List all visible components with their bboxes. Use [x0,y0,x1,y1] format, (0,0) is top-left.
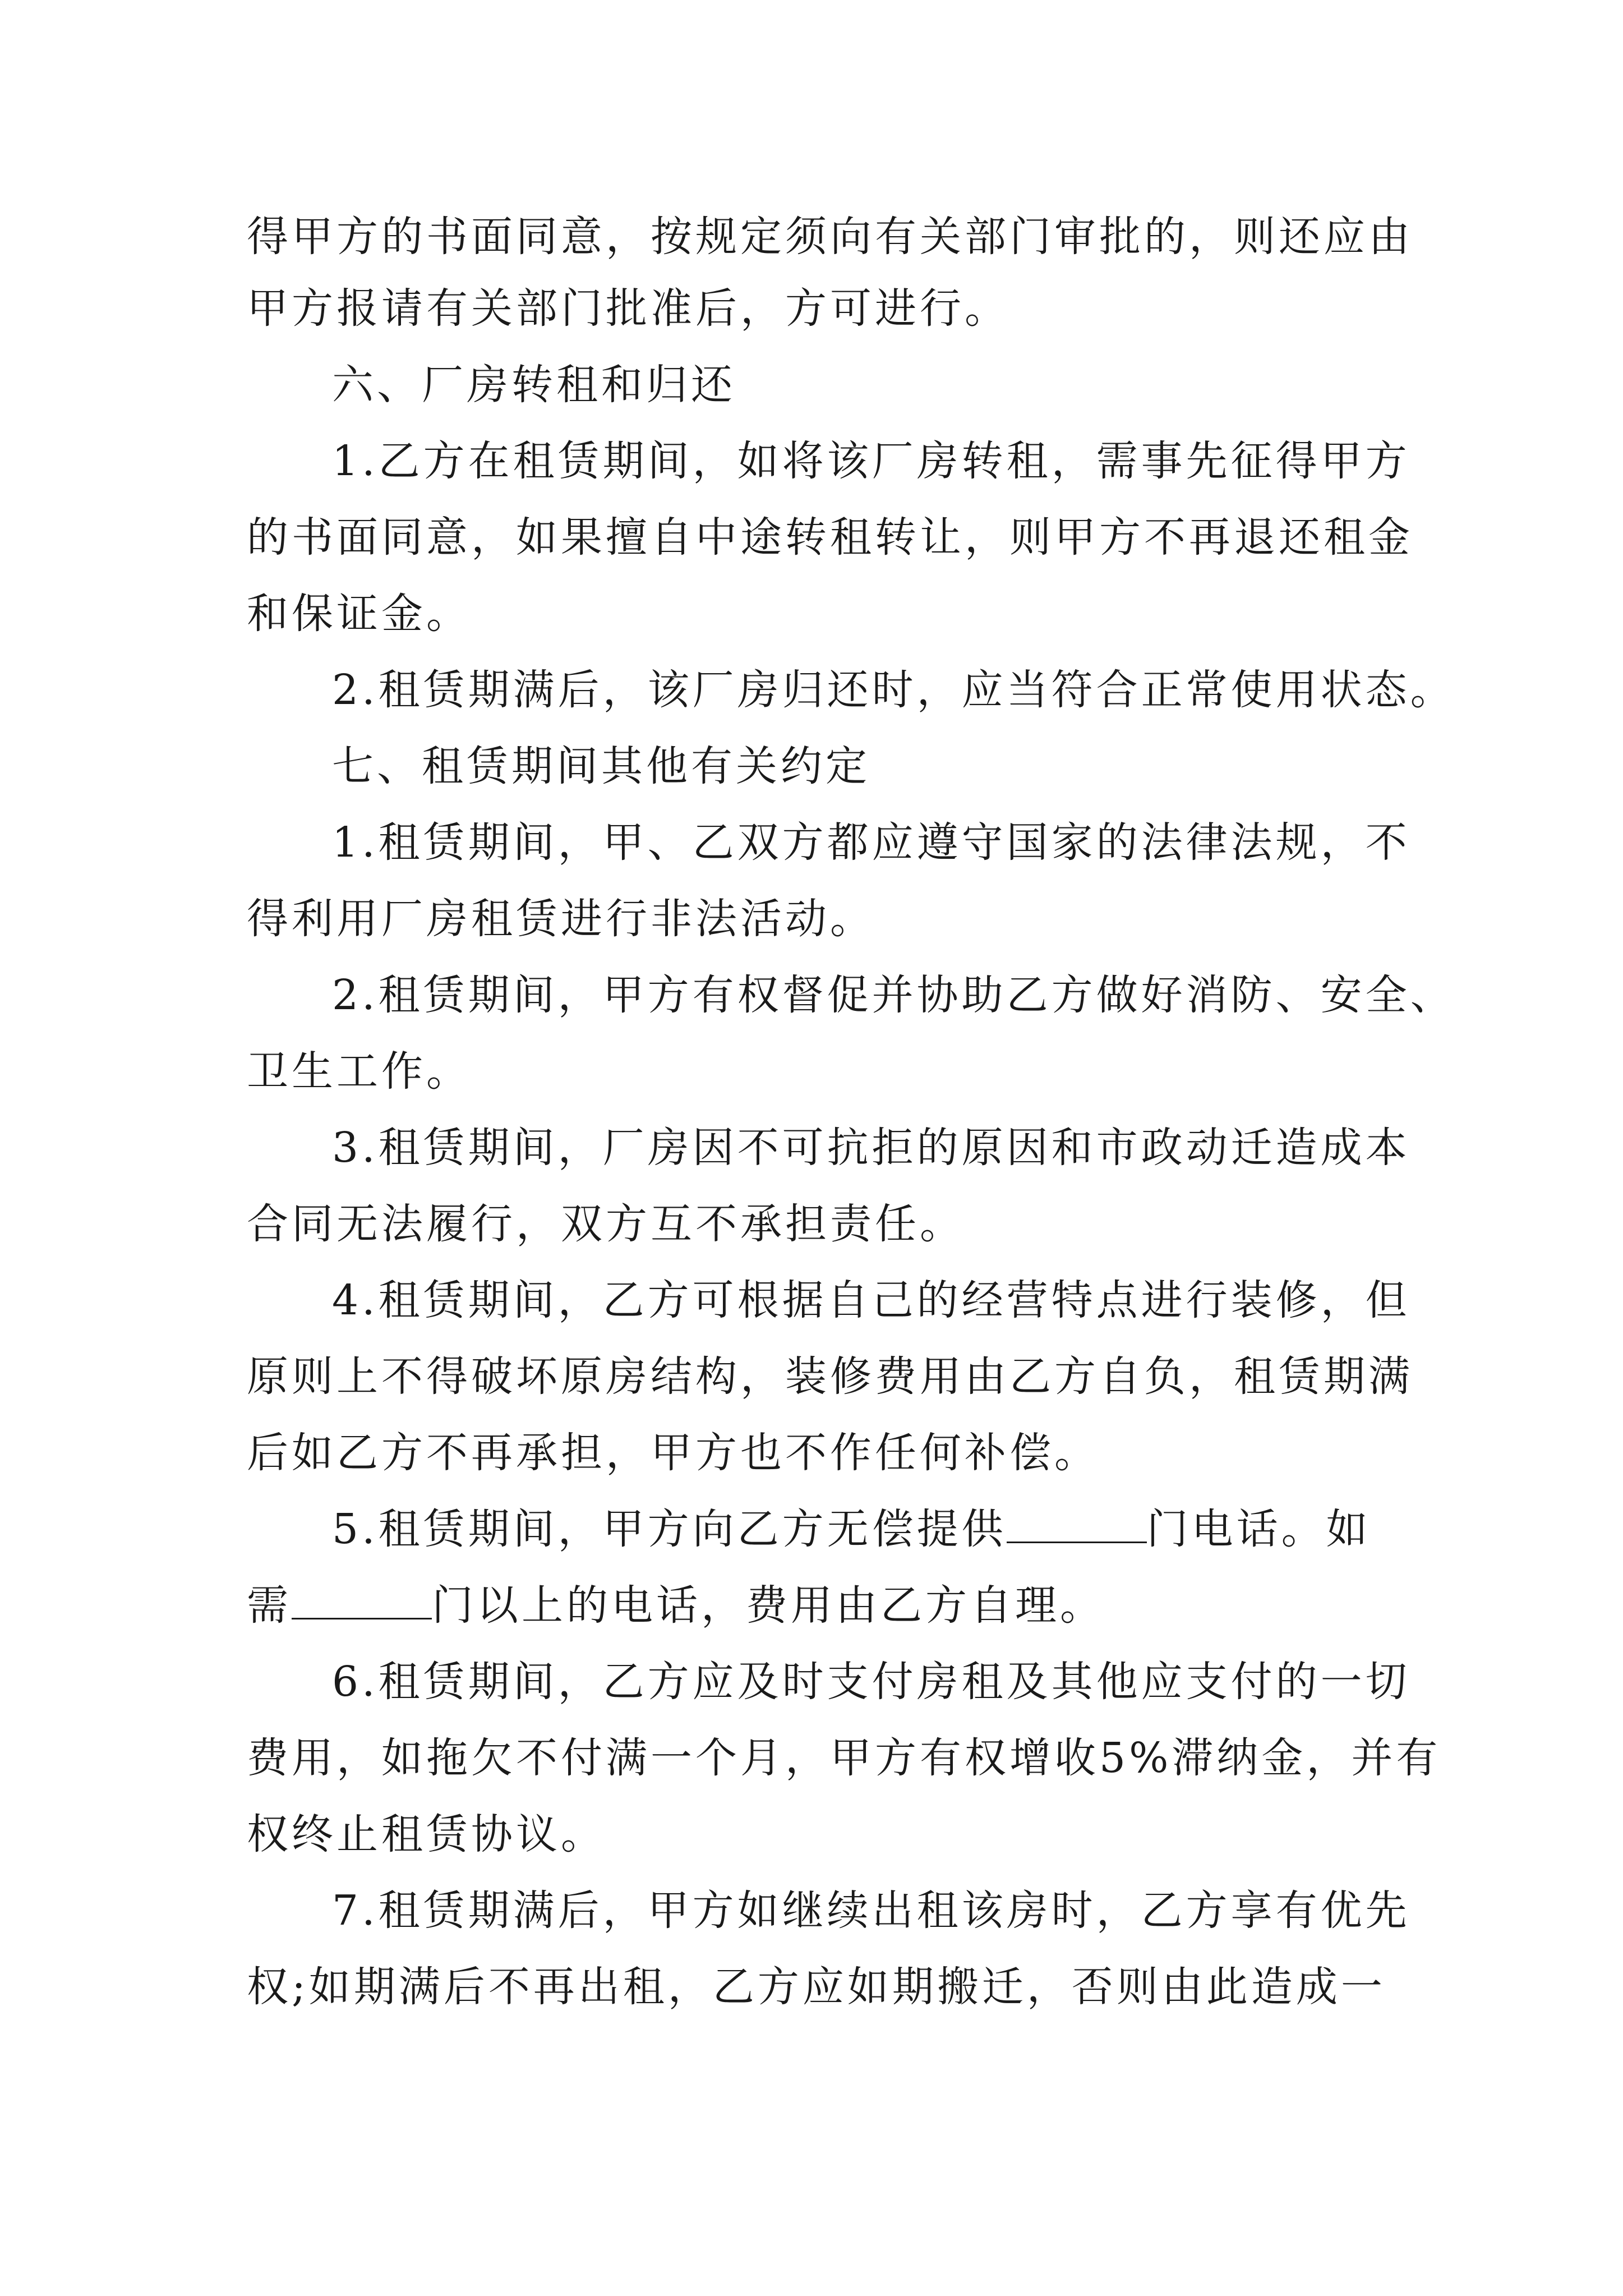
text-line: 费用，如拖欠不付满一个月，甲方有权增收5%滞纳金，并有 [247,1734,1441,1782]
text-line: 2.租赁期满后，该厂房归还时，应当符合正常使用状态。 [332,666,1455,714]
clause-5-cont-suffix: 门以上的电话，费用由乙方自理。 [432,1581,1105,1630]
text-line: 2.租赁期间，甲方有权督促并协助乙方做好消防、安全、 [332,971,1455,1019]
clause-5-suffix: 门电话。如 [1146,1505,1371,1553]
text-line: 7.租赁期满后，甲方如继续出租该房时，乙方享有优先 [332,1887,1410,1935]
section-heading-6: 六、厂房转租和归还 [332,361,736,409]
fill-in-blank[interactable] [1007,1506,1147,1543]
text-line: 甲方报请有关部门批准后，方可进行。 [247,284,1009,333]
text-line: 6.租赁期间，乙方应及时支付房租及其他应支付的一切 [332,1658,1410,1706]
clause-5-prefix: 5.租赁期间，甲方向乙方无偿提供 [332,1505,1007,1553]
text-line: 后如乙方不再承担，甲方也不作任何补偿。 [247,1429,1099,1477]
text-line: 3.租赁期间，厂房因不可抗拒的原因和市政动迁造成本 [332,1124,1410,1172]
text-line: 1.租赁期间，甲、乙双方都应遵守国家的法律法规，不 [332,818,1410,867]
text-line: 原则上不得破坏原房结构，装修费用由乙方自负，租赁期满 [247,1352,1413,1401]
text-line: 的书面同意，如果擅自中途转租转让，则甲方不再退还租金 [247,513,1413,562]
text-line: 权;如期满后不再出租，乙方应如期搬迁，否则由此造成一 [247,1963,1386,2011]
text-line: 得利用厂房租赁进行非法活动。 [247,895,875,943]
text-line: 权终止租赁协议。 [247,1810,606,1858]
text-line: 得甲方的书面同意，按规定须向有关部门审批的，则还应由 [247,213,1413,261]
text-line-with-blank [332,1501,1371,1557]
text-line: 卫生工作。 [247,1047,471,1096]
text-line: 4.租赁期间，乙方可根据自己的经营特点进行装修，但 [332,1276,1410,1324]
section-heading-7: 七、租赁期间其他有关约定 [332,742,870,790]
text-line: 和保证金。 [247,590,471,638]
text-line: 合同无法履行，双方互不承担责任。 [247,1200,965,1248]
clause-5-cont-prefix: 需 [247,1581,292,1630]
text-line: 1.乙方在租赁期间，如将该厂房转租，需事先征得甲方 [332,437,1410,485]
fill-in-blank[interactable] [292,1582,432,1619]
text-line-with-blank [247,1577,1105,1634]
